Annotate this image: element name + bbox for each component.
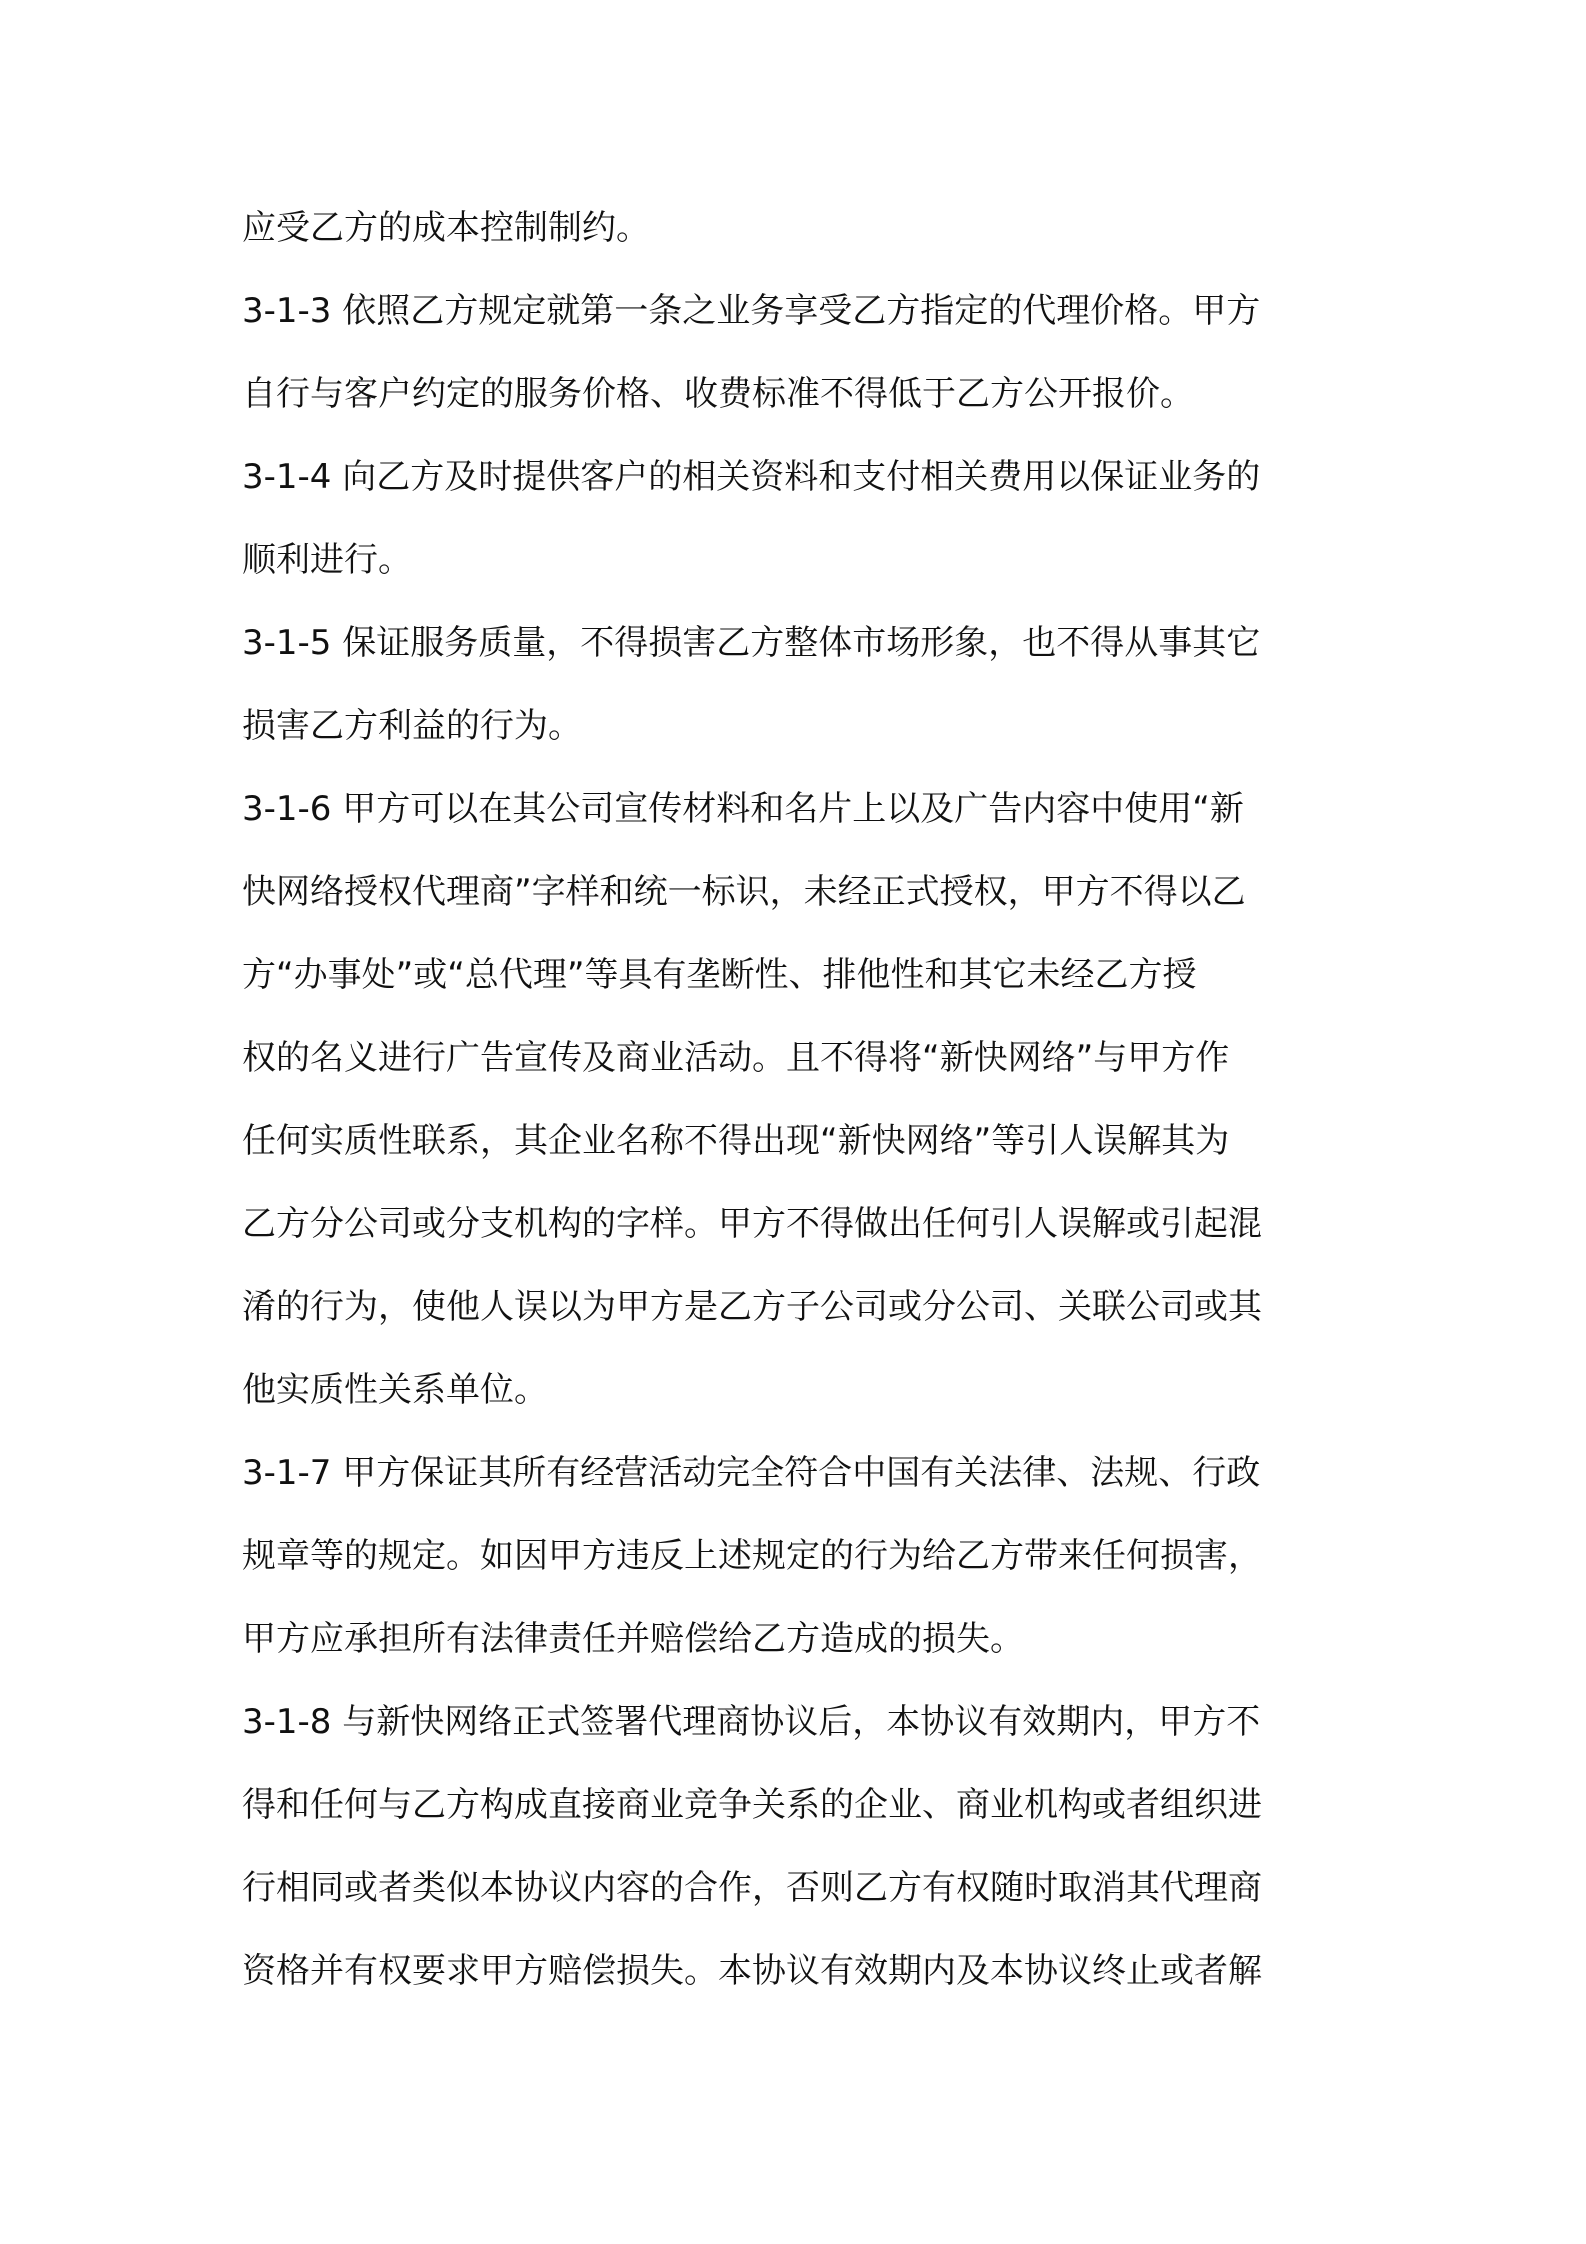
text-line: 损害乙方利益的行为。 bbox=[242, 706, 582, 746]
text-line: 行相同或者类似本协议内容的合作，否则乙方有权随时取消其代理商 bbox=[242, 1868, 1262, 1908]
text-line: 权的名义进行广告宣传及商业活动。且不得将“新快网络”与甲方作 bbox=[242, 1038, 1230, 1078]
text-line: 淆的行为，使他人误以为甲方是乙方子公司或分公司、关联公司或其 bbox=[242, 1287, 1262, 1327]
text-line: 3-1-8 与新快网络正式签署代理商协议后，本协议有效期内，甲方不 bbox=[242, 1702, 1261, 1742]
text-line: 规章等的规定。如因甲方违反上述规定的行为给乙方带来任何损害， bbox=[242, 1536, 1262, 1576]
text-line: 自行与客户约定的服务价格、收费标准不得低于乙方公开报价。 bbox=[242, 374, 1194, 414]
text-line: 甲方应承担所有法律责任并赔偿给乙方造成的损失。 bbox=[242, 1619, 1024, 1659]
text-line: 3-1-5 保证服务质量，不得损害乙方整体市场形象，也不得从事其它 bbox=[242, 623, 1261, 663]
text-line: 3-1-3 依照乙方规定就第一条之业务享受乙方指定的代理价格。甲方 bbox=[242, 291, 1261, 331]
text-line: 他实质性关系单位。 bbox=[242, 1370, 548, 1410]
text-line: 乙方分公司或分支机构的字样。甲方不得做出任何引人误解或引起混 bbox=[242, 1204, 1262, 1244]
text-line: 快网络授权代理商”字样和统一标识，未经正式授权，甲方不得以乙 bbox=[242, 872, 1246, 912]
document-body bbox=[242, 194, 1362, 2020]
text-line: 得和任何与乙方构成直接商业竞争关系的企业、商业机构或者组织进 bbox=[242, 1785, 1262, 1825]
text-line: 顺利进行。 bbox=[242, 540, 412, 580]
text-line: 资格并有权要求甲方赔偿损失。本协议有效期内及本协议终止或者解 bbox=[242, 1951, 1262, 1991]
text-line: 任何实质性联系，其企业名称不得出现“新快网络”等引人误解其为 bbox=[242, 1121, 1230, 1161]
text-line: 3-1-6 甲方可以在其公司宣传材料和名片上以及广告内容中使用“新 bbox=[242, 789, 1244, 829]
text-line: 方“办事处”或“总代理”等具有垄断性、排他性和其它未经乙方授 bbox=[242, 955, 1197, 995]
text-line: 3-1-4 向乙方及时提供客户的相关资料和支付相关费用以保证业务的 bbox=[242, 457, 1261, 497]
text-line: 3-1-7 甲方保证其所有经营活动完全符合中国有关法律、法规、行政 bbox=[242, 1453, 1261, 1493]
text-line: 应受乙方的成本控制制约。 bbox=[242, 208, 650, 248]
